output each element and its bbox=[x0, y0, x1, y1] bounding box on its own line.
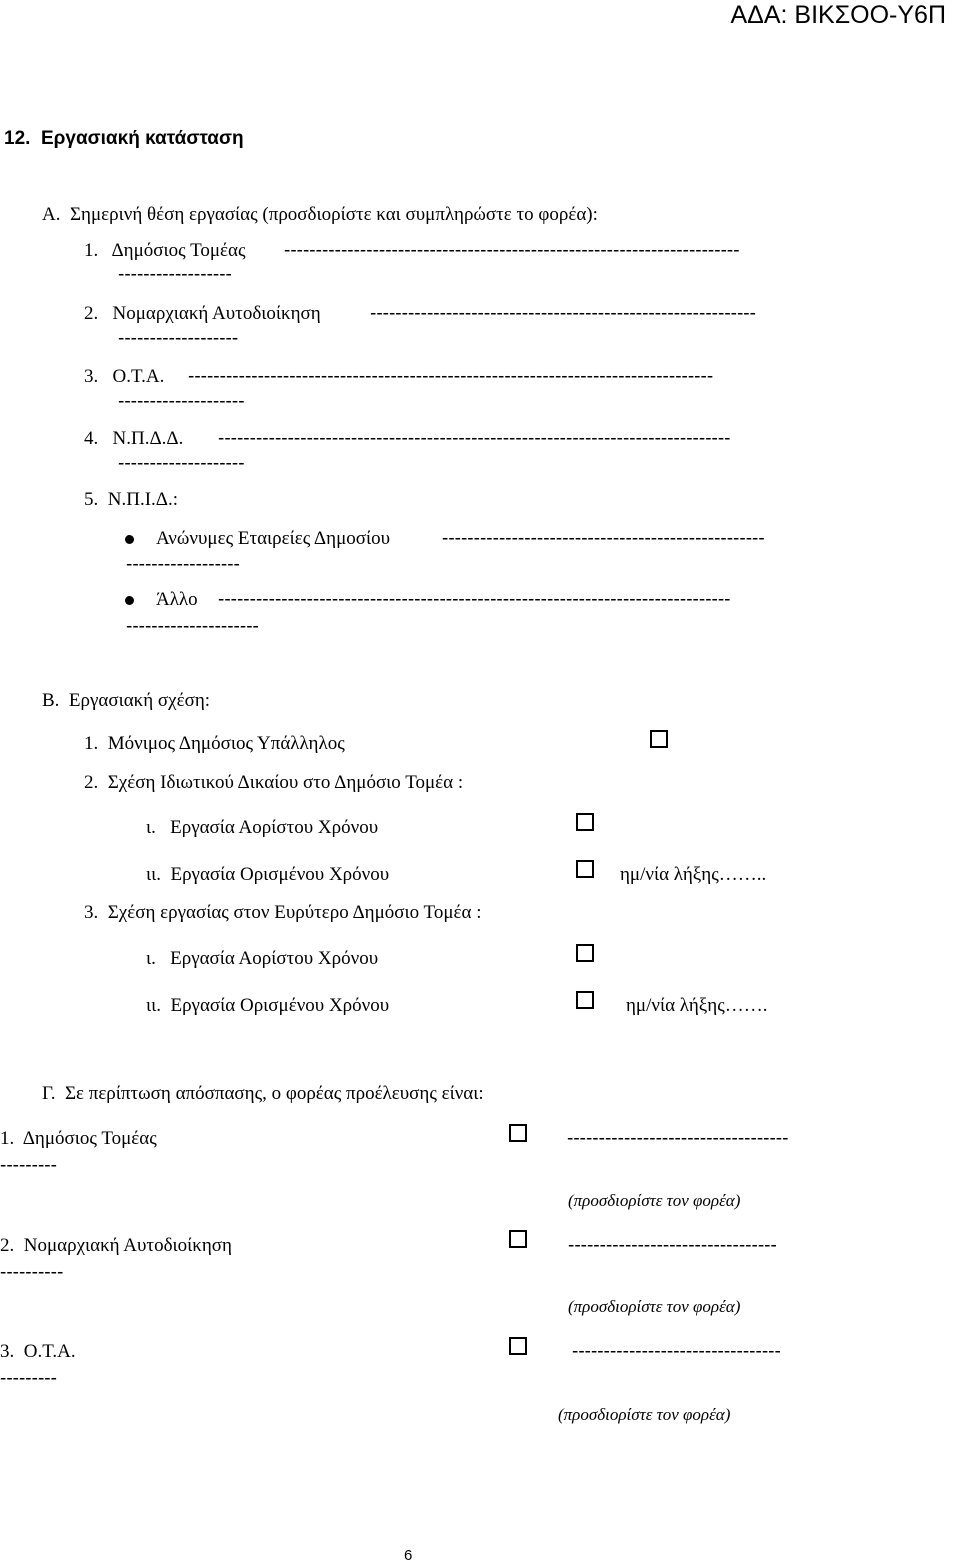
page-number: 6 bbox=[404, 1547, 413, 1564]
part-c-item-label: 2. Νομαρχιακή Αυτοδιοίκηση bbox=[0, 1235, 232, 1256]
checkbox-private-fixed[interactable] bbox=[576, 860, 594, 878]
part-b-item-3: 3. Σχέση εργασίας στον Ευρύτερο Δημόσιο Τομέα : bbox=[84, 902, 482, 923]
fill-line: --------------------------------- bbox=[572, 1341, 781, 1362]
fill-line: --------------------------------------------------------------------------------- bbox=[218, 428, 731, 449]
ada-code: ΑΔΑ: ΒΙΚΣΟΟ-Υ6Π bbox=[730, 1, 946, 29]
fill-line: --------------------------------------------------- bbox=[442, 528, 765, 549]
part-a-item-label: 4. Ν.Π.Δ.Δ. bbox=[84, 428, 184, 449]
specify-note: (προσδιορίστε τον φορέα) bbox=[558, 1405, 731, 1424]
fill-line: ------------------- bbox=[118, 328, 239, 349]
fill-line: ------------------------------------------------------------------------ bbox=[284, 240, 740, 261]
fill-line: ------------------ bbox=[126, 554, 240, 575]
checkbox-origin-public[interactable] bbox=[509, 1124, 527, 1142]
part-b-item-2-i: ι. Εργασία Αορίστου Χρόνου bbox=[146, 817, 379, 838]
part-b-item-2: 2. Σχέση Ιδιωτικού Δικαίου στο Δημόσιο Τομέα : bbox=[84, 772, 464, 793]
part-a-item-label: 3. Ο.Τ.Α. bbox=[84, 366, 165, 387]
checkbox-private-indefinite[interactable] bbox=[576, 813, 594, 831]
part-a-item-label: 1. Δημόσιος Τομέας bbox=[84, 240, 246, 261]
fill-line: ---------- bbox=[0, 1262, 64, 1283]
part-c-item-label: 1. Δημόσιος Τομέας bbox=[0, 1128, 157, 1149]
fill-line: ------------------ bbox=[118, 264, 232, 285]
end-date-label: ημ/νία λήξης…….. bbox=[620, 864, 767, 885]
fill-line: --------------------------------- bbox=[568, 1235, 777, 1256]
fill-line: ------------------------------------------------------------- bbox=[370, 303, 756, 324]
fill-line: --------- bbox=[0, 1155, 57, 1176]
fill-line: -------------------- bbox=[118, 391, 245, 412]
checkbox-wider-fixed[interactable] bbox=[576, 991, 594, 1009]
bullet-icon bbox=[125, 596, 134, 605]
checkbox-permanent[interactable] bbox=[650, 730, 668, 748]
part-b-item-3-i: ι. Εργασία Αορίστου Χρόνου bbox=[146, 948, 379, 969]
part-a-heading: Α. Σημερινή θέση εργασίας (προσδιορίστε και συμπληρώστε το φορέα): bbox=[42, 204, 598, 225]
specify-note: (προσδιορίστε τον φορέα) bbox=[568, 1297, 741, 1316]
part-a-item-label: 5. Ν.Π.Ι.Δ.: bbox=[84, 489, 179, 510]
fill-line: ----------------------------------------------------------------------------------- bbox=[188, 366, 714, 387]
part-a-sub-label: Ανώνυμες Εταιρείες Δημοσίου bbox=[156, 528, 391, 549]
end-date-label: ημ/νία λήξης……. bbox=[626, 995, 768, 1016]
part-c-heading: Γ. Σε περίπτωση απόσπασης, ο φορέας προέλευσης είναι: bbox=[42, 1083, 484, 1104]
part-b-heading: Β. Εργασιακή σχέση: bbox=[42, 690, 211, 711]
fill-line: --------- bbox=[0, 1368, 57, 1389]
section-title: 12. Εργασιακή κατάσταση bbox=[4, 128, 244, 149]
bullet-icon bbox=[125, 535, 134, 544]
checkbox-origin-prefecture[interactable] bbox=[509, 1230, 527, 1248]
part-b-item-2-ii: ιι. Εργασία Ορισμένου Χρόνου bbox=[146, 864, 390, 885]
part-c-item-label: 3. Ο.Τ.Α. bbox=[0, 1341, 76, 1362]
checkbox-wider-indefinite[interactable] bbox=[576, 944, 594, 962]
part-b-item-1: 1. Μόνιμος Δημόσιος Υπάλληλος bbox=[84, 733, 345, 754]
part-a-sub-label: Άλλο bbox=[156, 589, 198, 610]
checkbox-origin-ota[interactable] bbox=[509, 1337, 527, 1355]
fill-line: --------------------------------------------------------------------------------- bbox=[218, 589, 731, 610]
specify-note: (προσδιορίστε τον φορέα) bbox=[568, 1191, 741, 1210]
fill-line: ----------------------------------- bbox=[567, 1128, 789, 1149]
part-b-item-3-ii: ιι. Εργασία Ορισμένου Χρόνου bbox=[146, 995, 390, 1016]
fill-line: -------------------- bbox=[118, 453, 245, 474]
part-a-item-label: 2. Νομαρχιακή Αυτοδιοίκηση bbox=[84, 303, 321, 324]
fill-line: --------------------- bbox=[126, 616, 259, 637]
